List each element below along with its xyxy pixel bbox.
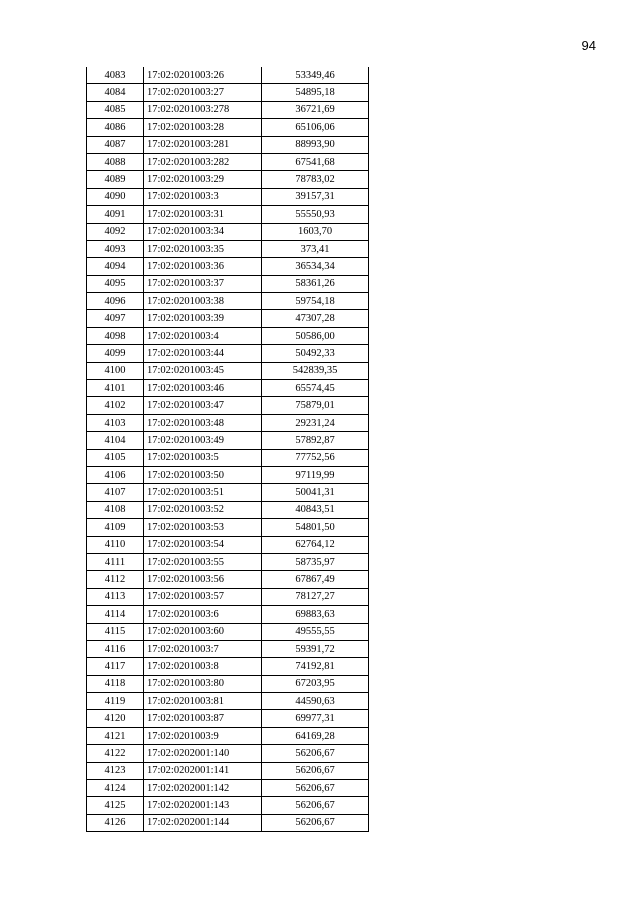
table-row	[87, 727, 369, 744]
table-row	[87, 571, 369, 588]
table-row	[87, 240, 369, 257]
row-number-cell: 4116	[87, 640, 144, 657]
table-row	[87, 745, 369, 762]
cadastral-number-cell: 17:02:0201003:53	[144, 519, 262, 536]
value-cell: 36534,34	[262, 258, 369, 275]
cadastral-number-cell: 17:02:0201003:50	[144, 466, 262, 483]
value-cell: 69977,31	[262, 710, 369, 727]
value-cell: 54895,18	[262, 84, 369, 101]
cadastral-number-cell: 17:02:0201003:3	[144, 188, 262, 205]
row-number-cell: 4099	[87, 345, 144, 362]
value-cell: 56206,67	[262, 780, 369, 797]
cadastral-number-cell: 17:02:0201003:9	[144, 727, 262, 744]
row-number-cell: 4091	[87, 206, 144, 223]
table-row	[87, 275, 369, 292]
row-number-cell: 4122	[87, 745, 144, 762]
row-number-cell: 4124	[87, 780, 144, 797]
value-cell: 39157,31	[262, 188, 369, 205]
row-number-cell: 4106	[87, 466, 144, 483]
cadastral-number-cell: 17:02:0202001:142	[144, 780, 262, 797]
table-row	[87, 588, 369, 605]
table-row	[87, 501, 369, 518]
row-number-cell: 4101	[87, 380, 144, 397]
cadastral-number-cell: 17:02:0201003:56	[144, 571, 262, 588]
value-cell: 36721,69	[262, 101, 369, 118]
table-row	[87, 814, 369, 831]
row-number-cell: 4126	[87, 814, 144, 831]
table-row	[87, 658, 369, 675]
row-number-cell: 4113	[87, 588, 144, 605]
cadastral-number-cell: 17:02:0201003:60	[144, 623, 262, 640]
row-number-cell: 4086	[87, 119, 144, 136]
cadastral-number-cell: 17:02:0201003:31	[144, 206, 262, 223]
table-row	[87, 780, 369, 797]
table-row	[87, 519, 369, 536]
cadastral-number-cell: 17:02:0201003:47	[144, 397, 262, 414]
cadastral-number-cell: 17:02:0201003:281	[144, 136, 262, 153]
row-number-cell: 4098	[87, 327, 144, 344]
row-number-cell: 4088	[87, 153, 144, 170]
row-number-cell: 4104	[87, 432, 144, 449]
table-row	[87, 553, 369, 570]
value-cell: 67867,49	[262, 571, 369, 588]
row-number-cell: 4120	[87, 710, 144, 727]
cadastral-number-cell: 17:02:0201003:54	[144, 536, 262, 553]
value-cell: 77752,56	[262, 449, 369, 466]
value-cell: 74192,81	[262, 658, 369, 675]
row-number-cell: 4123	[87, 762, 144, 779]
row-number-cell: 4100	[87, 362, 144, 379]
cadastral-number-cell: 17:02:0201003:52	[144, 501, 262, 518]
value-cell: 53349,46	[262, 67, 369, 84]
cadastral-number-cell: 17:02:0201003:45	[144, 362, 262, 379]
row-number-cell: 4089	[87, 171, 144, 188]
value-cell: 65106,06	[262, 119, 369, 136]
cadastral-number-cell: 17:02:0202001:144	[144, 814, 262, 831]
value-cell: 88993,90	[262, 136, 369, 153]
row-number-cell: 4114	[87, 606, 144, 623]
table-row	[87, 675, 369, 692]
row-number-cell: 4094	[87, 258, 144, 275]
value-cell: 47307,28	[262, 310, 369, 327]
cadastral-number-cell: 17:02:0201003:8	[144, 658, 262, 675]
cadastral-number-cell: 17:02:0201003:28	[144, 119, 262, 136]
row-number-cell: 4103	[87, 414, 144, 431]
cadastral-number-cell: 17:02:0201003:278	[144, 101, 262, 118]
table-row	[87, 414, 369, 431]
table-row	[87, 67, 369, 84]
table-row	[87, 380, 369, 397]
table-row	[87, 293, 369, 310]
value-cell: 97119,99	[262, 466, 369, 483]
row-number-cell: 4085	[87, 101, 144, 118]
row-number-cell: 4083	[87, 67, 144, 84]
value-cell: 58361,26	[262, 275, 369, 292]
value-cell: 56206,67	[262, 814, 369, 831]
table-row	[87, 84, 369, 101]
value-cell: 65574,45	[262, 380, 369, 397]
cadastral-number-cell: 17:02:0201003:7	[144, 640, 262, 657]
table-row	[87, 153, 369, 170]
table-row	[87, 762, 369, 779]
value-cell: 50586,00	[262, 327, 369, 344]
value-cell: 57892,87	[262, 432, 369, 449]
table-row	[87, 188, 369, 205]
table-row	[87, 362, 369, 379]
value-cell: 59391,72	[262, 640, 369, 657]
row-number-cell: 4107	[87, 484, 144, 501]
row-number-cell: 4117	[87, 658, 144, 675]
table-row	[87, 258, 369, 275]
cadastral-number-cell: 17:02:0201003:26	[144, 67, 262, 84]
value-cell: 62764,12	[262, 536, 369, 553]
row-number-cell: 4115	[87, 623, 144, 640]
value-cell: 59754,18	[262, 293, 369, 310]
cadastral-number-cell: 17:02:0201003:4	[144, 327, 262, 344]
cadastral-number-cell: 17:02:0202001:143	[144, 797, 262, 814]
row-number-cell: 4097	[87, 310, 144, 327]
table-row	[87, 484, 369, 501]
value-cell: 542839,35	[262, 362, 369, 379]
value-cell: 50492,33	[262, 345, 369, 362]
value-cell: 50041,31	[262, 484, 369, 501]
cadastral-number-cell: 17:02:0201003:27	[144, 84, 262, 101]
table-row	[87, 536, 369, 553]
table-row	[87, 449, 369, 466]
row-number-cell: 4111	[87, 553, 144, 570]
table-row	[87, 640, 369, 657]
cadastral-number-cell: 17:02:0201003:48	[144, 414, 262, 431]
row-number-cell: 4105	[87, 449, 144, 466]
row-number-cell: 4119	[87, 693, 144, 710]
row-number-cell: 4092	[87, 223, 144, 240]
cadastral-number-cell: 17:02:0201003:6	[144, 606, 262, 623]
value-cell: 56206,67	[262, 745, 369, 762]
table-row	[87, 623, 369, 640]
cadastre-table	[86, 67, 369, 832]
value-cell: 373,41	[262, 240, 369, 257]
cadastral-number-cell: 17:02:0201003:39	[144, 310, 262, 327]
cadastral-number-cell: 17:02:0201003:81	[144, 693, 262, 710]
value-cell: 49555,55	[262, 623, 369, 640]
value-cell: 1603,70	[262, 223, 369, 240]
value-cell: 69883,63	[262, 606, 369, 623]
cadastral-number-cell: 17:02:0201003:55	[144, 553, 262, 570]
table-row	[87, 693, 369, 710]
cadastral-number-cell: 17:02:0201003:36	[144, 258, 262, 275]
table-row	[87, 327, 369, 344]
row-number-cell: 4110	[87, 536, 144, 553]
table-body	[87, 67, 369, 832]
cadastral-number-cell: 17:02:0201003:44	[144, 345, 262, 362]
value-cell: 44590,63	[262, 693, 369, 710]
row-number-cell: 4087	[87, 136, 144, 153]
cadastral-number-cell: 17:02:0201003:57	[144, 588, 262, 605]
value-cell: 58735,97	[262, 553, 369, 570]
value-cell: 55550,93	[262, 206, 369, 223]
cadastral-number-cell: 17:02:0201003:87	[144, 710, 262, 727]
row-number-cell: 4084	[87, 84, 144, 101]
row-number-cell: 4102	[87, 397, 144, 414]
cadastral-number-cell: 17:02:0201003:5	[144, 449, 262, 466]
cadastral-number-cell: 17:02:0201003:49	[144, 432, 262, 449]
table-row	[87, 136, 369, 153]
table-row	[87, 101, 369, 118]
value-cell: 29231,24	[262, 414, 369, 431]
cadastral-number-cell: 17:02:0201003:46	[144, 380, 262, 397]
cadastral-number-cell: 17:02:0201003:38	[144, 293, 262, 310]
value-cell: 75879,01	[262, 397, 369, 414]
row-number-cell: 4096	[87, 293, 144, 310]
cadastral-number-cell: 17:02:0201003:34	[144, 223, 262, 240]
table-row	[87, 432, 369, 449]
cadastral-number-cell: 17:02:0201003:51	[144, 484, 262, 501]
value-cell: 78127,27	[262, 588, 369, 605]
cadastral-number-cell: 17:02:0202001:140	[144, 745, 262, 762]
page-number: 94	[581, 38, 596, 53]
row-number-cell: 4108	[87, 501, 144, 518]
table-row	[87, 171, 369, 188]
cadastral-number-cell: 17:02:0202001:141	[144, 762, 262, 779]
row-number-cell: 4118	[87, 675, 144, 692]
value-cell: 67541,68	[262, 153, 369, 170]
table-row	[87, 345, 369, 362]
value-cell: 56206,67	[262, 797, 369, 814]
table-row	[87, 466, 369, 483]
cadastral-number-cell: 17:02:0201003:35	[144, 240, 262, 257]
row-number-cell: 4125	[87, 797, 144, 814]
row-number-cell: 4095	[87, 275, 144, 292]
cadastral-number-cell: 17:02:0201003:29	[144, 171, 262, 188]
row-number-cell: 4090	[87, 188, 144, 205]
row-number-cell: 4093	[87, 240, 144, 257]
row-number-cell: 4112	[87, 571, 144, 588]
value-cell: 56206,67	[262, 762, 369, 779]
cadastral-number-cell: 17:02:0201003:282	[144, 153, 262, 170]
table-row	[87, 119, 369, 136]
table-row	[87, 397, 369, 414]
table-row	[87, 797, 369, 814]
cadastral-number-cell: 17:02:0201003:37	[144, 275, 262, 292]
table-row	[87, 206, 369, 223]
value-cell: 54801,50	[262, 519, 369, 536]
table-row	[87, 223, 369, 240]
table-row	[87, 710, 369, 727]
value-cell: 78783,02	[262, 171, 369, 188]
value-cell: 64169,28	[262, 727, 369, 744]
row-number-cell: 4109	[87, 519, 144, 536]
value-cell: 40843,51	[262, 501, 369, 518]
cadastral-number-cell: 17:02:0201003:80	[144, 675, 262, 692]
table-row	[87, 606, 369, 623]
table-row	[87, 310, 369, 327]
row-number-cell: 4121	[87, 727, 144, 744]
value-cell: 67203,95	[262, 675, 369, 692]
